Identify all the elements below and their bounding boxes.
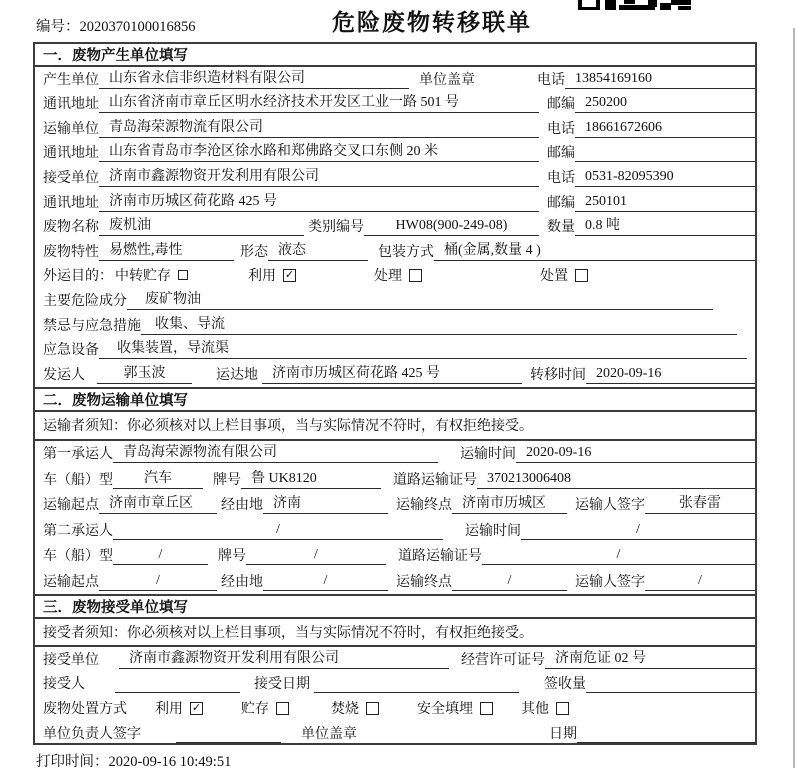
transport-date1-value: 2020-09-16 [516, 445, 755, 463]
transporter-zip-value [575, 160, 755, 162]
license-number-label: 经营许可证号 [461, 652, 545, 668]
received-quantity-value [586, 691, 755, 693]
emergency-measures-label: 禁忌与应急措施 [43, 318, 141, 334]
packaging-value: 桶(金属,数量 4 ) [434, 239, 755, 261]
route2-end-label: 运输终点 [396, 574, 452, 590]
serial-label: 编号： [36, 19, 80, 35]
route2-origin-label: 运输起点 [43, 574, 99, 590]
purpose-treat-checkbox-icon [409, 269, 422, 282]
route1-via-value: 济南 [263, 492, 388, 514]
vehicle-type2-label: 车（船）型 [43, 549, 113, 565]
disposal-utilize-checkbox-icon: ✓ [191, 700, 202, 714]
plate2-value: / [246, 547, 386, 565]
transporter-phone-label: 电话 [547, 121, 575, 137]
producer-zip-value: 250200 [575, 95, 755, 113]
purpose-option-transit-storage [115, 265, 188, 285]
form-state-value: 液态 [268, 239, 368, 261]
page-edge-divider [793, 28, 795, 768]
accept-date-value [314, 691, 519, 693]
receiver-seal-label: 单位盖章 [301, 726, 357, 742]
receiver-unit-label: 接受单位 [43, 170, 99, 186]
received-quantity-label: 签收量 [544, 677, 586, 693]
plate1-value: 鲁 UK8120 [241, 467, 381, 489]
route1-origin-value: 济南市章丘区 [99, 492, 217, 514]
form-state-label: 形态 [240, 244, 268, 260]
waste-property-value: 易燃性,毒性 [99, 239, 234, 261]
purpose-dispose-checkbox-icon [575, 269, 588, 282]
destination-label: 运达地 [216, 367, 258, 383]
transport-date1-label: 运输时间 [460, 447, 516, 463]
consignor-label: 发运人 [43, 367, 85, 383]
section3-header: 三．废物接受单位填写 [35, 594, 755, 619]
row-vehicle-type2 [35, 543, 755, 569]
row-second-carrier [35, 517, 755, 543]
vehicle-type1-value: 汽车 [113, 467, 203, 489]
producer-address-value: 山东省济南市章丘区明水经济技术开发区工业一路 501 号 [99, 91, 539, 113]
row-emergency-measures [35, 313, 755, 338]
vehicle-type1-label: 车（船）型 [43, 472, 113, 488]
transporter-address-value: 山东省青岛市李沧区徐水路和郑佛路交叉口东侧 20 米 [99, 140, 539, 162]
accepting-person-label: 接受人 [43, 677, 85, 693]
responsible-signature-label: 单位负责人签字 [43, 726, 141, 742]
transporter-phone-value: 18661672606 [575, 120, 755, 138]
hazard-component-label: 主要危险成分 [43, 293, 127, 309]
transporter-unit-value: 青岛海荣源物流有限公司 [99, 116, 539, 138]
second-carrier-value: / [113, 522, 443, 540]
receiver-zip-value: 250101 [575, 194, 755, 212]
row-disposal-method [35, 696, 755, 721]
transfer-date-value: 2020-09-16 [586, 366, 755, 384]
disposal-landfill-checkbox-icon [480, 702, 493, 715]
receiver-unit-value: 济南市鑫源物资开发利用有限公司 [99, 165, 539, 187]
disposal-other-label: 其他 [521, 702, 549, 718]
packaging-label: 包装方式 [378, 244, 434, 260]
section-receiver [35, 619, 755, 746]
receiver-notice: 接受者须知：你必须核对以上栏目事项，当与实际情况不符时，有权拒绝接受。 [35, 619, 755, 647]
producer-phone-label: 电话 [537, 72, 565, 88]
route1-signature-value: 张春雷 [645, 492, 755, 514]
receiver-phone-label: 电话 [547, 170, 575, 186]
row-hazard-component [35, 288, 755, 313]
waste-property-label: 废物特性 [43, 244, 99, 260]
route1-signature-label: 运输人签字 [575, 498, 645, 514]
producer-unit-value: 山东省永信非织造材料有限公司 [99, 67, 409, 89]
purpose-utilize-checkbox-icon: ✓ [284, 267, 295, 281]
row-transfer-purpose [35, 264, 755, 289]
row-producer-address [35, 92, 755, 117]
disposal-option-storage [241, 698, 289, 718]
accepting-unit-value: 济南市鑫源物资开发利用有限公司 [119, 647, 449, 669]
road-permit2-label: 道路运输证号 [398, 549, 482, 565]
route2-origin-value: / [99, 573, 217, 591]
producer-zip-label: 邮编 [547, 97, 575, 113]
first-carrier-label: 第一承运人 [43, 447, 113, 463]
license-number-value: 济南危证 02 号 [545, 647, 755, 669]
route1-end-label: 运输终点 [396, 498, 452, 514]
category-code-value: HW08(900-249-08) [364, 218, 539, 236]
purpose-treat-label: 处理 [374, 269, 402, 285]
route1-via-label: 经由地 [221, 498, 263, 514]
disposal-option-other [521, 698, 569, 718]
road-permit1-label: 道路运输证号 [393, 472, 477, 488]
destination-value: 济南市历城区荷花路 425 号 [262, 362, 522, 384]
transporter-notice: 运输者须知：你必须核对以上栏目事项，当与实际情况不符时，有权拒绝接受。 [35, 412, 755, 441]
serial-number: 2020370100016856 [79, 19, 196, 35]
row-vehicle-type1 [35, 466, 755, 492]
disposal-storage-checkbox-icon [276, 702, 289, 715]
accepting-unit-label: 接受单位 [43, 652, 99, 668]
responsible-signature-value [176, 741, 281, 743]
disposal-incinerate-checkbox-icon [366, 702, 379, 715]
serial-number-line [36, 15, 196, 36]
disposal-landfill-label: 安全填埋 [417, 702, 473, 718]
seal-date-label: 日期 [549, 726, 577, 742]
section-transporter [35, 412, 755, 594]
route2-via-value: / [263, 573, 388, 591]
row-receiver-unit [35, 165, 755, 190]
route1-end-value: 济南市历城区 [452, 492, 567, 514]
row-route1 [35, 492, 755, 518]
print-time-label: 打印时间： [36, 754, 109, 770]
route1-origin-label: 运输起点 [43, 498, 99, 514]
emergency-equipment-value: 收集装置，导流渠 [99, 337, 747, 359]
quantity-value: 0.8 吨 [575, 214, 755, 236]
section1-header: 一．废物产生单位填写 [35, 44, 755, 67]
row-emergency-equipment [35, 338, 755, 363]
row-transporter-address [35, 141, 755, 166]
producer-phone-value: 13854169160 [565, 71, 755, 89]
row-first-carrier [35, 441, 755, 467]
qr-code-fragment [578, 0, 696, 10]
transporter-zip-label: 邮编 [547, 146, 575, 162]
unit-seal-label: 单位盖章 [419, 72, 475, 88]
consignor-value: 郭玉波 [97, 362, 192, 384]
receiver-address-label: 通讯地址 [43, 195, 99, 211]
emergency-equipment-label: 应急设备 [43, 343, 99, 359]
transporter-address-label: 通讯地址 [43, 146, 99, 162]
section2-header: 二．废物运输单位填写 [35, 387, 755, 412]
row-receiver-address [35, 190, 755, 215]
purpose-dispose-label: 处置 [540, 269, 568, 285]
disposal-option-utilize [155, 698, 203, 718]
disposal-storage-label: 贮存 [241, 702, 269, 718]
disposal-option-landfill [417, 698, 493, 718]
row-transporter-unit [35, 116, 755, 141]
route2-end-value: / [452, 573, 567, 591]
disposal-other-checkbox-icon [556, 702, 569, 715]
disposal-option-incinerate [331, 698, 379, 718]
row-responsible-signature [35, 721, 755, 746]
section-producer [35, 67, 755, 387]
receiver-zip-label: 邮编 [547, 195, 575, 211]
route2-signature-value: / [645, 573, 755, 591]
purpose-option-utilize [248, 265, 296, 285]
transit-storage-label: 中转贮存 [115, 269, 171, 285]
category-code-label: 类别编号 [308, 220, 364, 236]
accepting-person-value [115, 691, 240, 693]
row-waste-property [35, 239, 755, 264]
disposal-incinerate-label: 焚烧 [331, 702, 359, 718]
row-accepting-unit [35, 647, 755, 672]
transporter-unit-label: 运输单位 [43, 121, 99, 137]
emergency-measures-value: 收集、导流 [141, 313, 737, 335]
hazard-component-value: 废矿物油 [127, 288, 713, 310]
route2-signature-label: 运输人签字 [575, 574, 645, 590]
vehicle-type2-value: / [113, 547, 208, 565]
plate1-label: 牌号 [213, 472, 241, 488]
disposal-utilize-label: 利用 [155, 702, 183, 718]
route2-via-label: 经由地 [221, 574, 263, 590]
row-consignor [35, 362, 755, 387]
row-waste-name [35, 215, 755, 240]
waste-name-value: 废机油 [99, 214, 304, 236]
transport-date2-value: / [521, 522, 755, 540]
purpose-option-treat [374, 265, 422, 285]
quantity-label: 数量 [547, 220, 575, 236]
first-carrier-value: 青岛海荣源物流有限公司 [113, 441, 438, 463]
road-permit2-value: / [482, 547, 755, 565]
road-permit1-value: 370213006408 [477, 471, 755, 489]
row-producer-unit [35, 67, 755, 92]
transit-storage-checkbox-icon [178, 270, 188, 280]
producer-unit-label: 产生单位 [43, 72, 99, 88]
seal-date-value [577, 741, 755, 743]
accept-date-label: 接受日期 [254, 677, 310, 693]
row-route2 [35, 568, 755, 594]
row-accepting-person [35, 672, 755, 697]
print-time-value: 2020-09-16 10:49:51 [108, 754, 232, 770]
waste-name-label: 废物名称 [43, 220, 99, 236]
purpose-option-dispose [540, 265, 588, 285]
transfer-date-label: 转移时间 [530, 367, 586, 383]
purpose-utilize-label: 利用 [248, 269, 276, 285]
second-carrier-label: 第二承运人 [43, 523, 113, 539]
transport-date2-label: 运输时间 [465, 523, 521, 539]
receiver-address-value: 济南市历城区荷花路 425 号 [99, 190, 539, 212]
producer-address-label: 通讯地址 [43, 97, 99, 113]
transfer-purpose-label: 外运目的： [43, 269, 113, 285]
form-table [33, 42, 757, 745]
receiver-phone-value: 0531-82095390 [575, 169, 755, 187]
plate2-label: 牌号 [218, 549, 246, 565]
disposal-method-label: 废物处置方式 [43, 702, 127, 718]
page-title: 危险废物转移联单 [332, 10, 532, 35]
